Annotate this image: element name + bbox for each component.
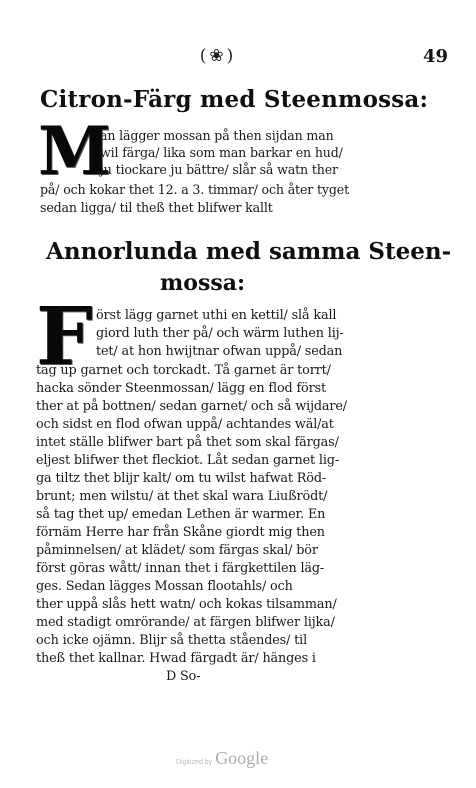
text-line: brunt; men wilstu/ at thet skal wara Liußrödt/ (36, 489, 328, 504)
text-line: tet/ at hon hwijtnar ofwan uppå/ sedan (96, 344, 343, 359)
text-line: eljest blifwer thet fleckiot. Låt sedan garnet lig- (36, 453, 339, 468)
text-line: sedan ligga/ til theß thet blifwer kallt (40, 200, 273, 215)
text-line: med stadigt omrörande/ at färgen blifwer lijka/ (36, 615, 335, 630)
section-2-title-continued: mossa: (160, 270, 246, 296)
text-line: och sidst en flod ofwan uppå/ achtandes wäl/at (36, 417, 334, 432)
watermark-prefix: Digitized by (176, 759, 213, 766)
text-line: ther uppå slås hett watn/ och kokas tilsamman/ (36, 597, 337, 612)
text-line: förnäm Herre har från Skåne giordt mig then (36, 525, 325, 540)
text-line: ges. Sedan lägges Mossan flootahls/ och (36, 579, 293, 594)
text-line: tag up garnet och torckadt. Tå garnet är torrt/ (36, 363, 331, 378)
text-line: först göras wått/ innan thet i färgkettilen läg- (36, 561, 325, 576)
text-line: så tag thet up/ emedan Lethen är warmer. En (36, 507, 326, 522)
text-line: wil färga/ lika som man barkar en hud/ (100, 145, 343, 160)
google-logo: Google (215, 748, 269, 768)
flower-ornament-icon: (❀) (199, 46, 237, 66)
text-line: örst lägg garnet uthi en kettil/ slå kall (96, 308, 337, 323)
text-line: ga tiltz thet blijr kalt/ om tu wilst hafwat Röd- (36, 471, 327, 486)
header-ornament (178, 44, 258, 68)
text-line: hacka sönder Steenmossan/ lägg en flod först (36, 381, 326, 396)
section-2-title: Annorlunda med samma Steen- (46, 238, 452, 265)
catchword-line: D So- (166, 669, 201, 684)
text-line: an lägger mossan på then sijdan man (100, 128, 334, 143)
section-1-dropcap: M (38, 112, 112, 190)
text-line: intet ställe blifwer bart på thet som skal färgas/ (36, 435, 339, 450)
text-line: påminnelsen/ at klädet/ som färgas skal/ bör (36, 543, 318, 558)
text-line: theß thet kallnar. Hwad färgadt är/ hänges i (36, 651, 316, 666)
section-2-dropcap: F (36, 289, 93, 383)
section-1-title: Citron-Färg med Steenmossa: (40, 86, 429, 113)
section-2-paragraph (36, 289, 401, 684)
page-header (0, 44, 476, 70)
text-line: på/ och kokar thet 12. a 3. timmar/ och åter tyget (40, 182, 349, 197)
text-line: giord luth ther på/ och wärm luthen lij- (96, 326, 344, 341)
page-number: 49 (422, 46, 448, 67)
text-line: ju tiockare ju bättre/ slår så watn ther (100, 162, 338, 177)
text-line: ther at på bottnen/ sedan garnet/ och så wijdare/ (36, 399, 347, 414)
digitization-watermark (176, 748, 306, 770)
text-line: och icke ojämn. Blijr så thetta ståendes/ til (36, 633, 308, 648)
section-1-paragraph (38, 112, 398, 224)
